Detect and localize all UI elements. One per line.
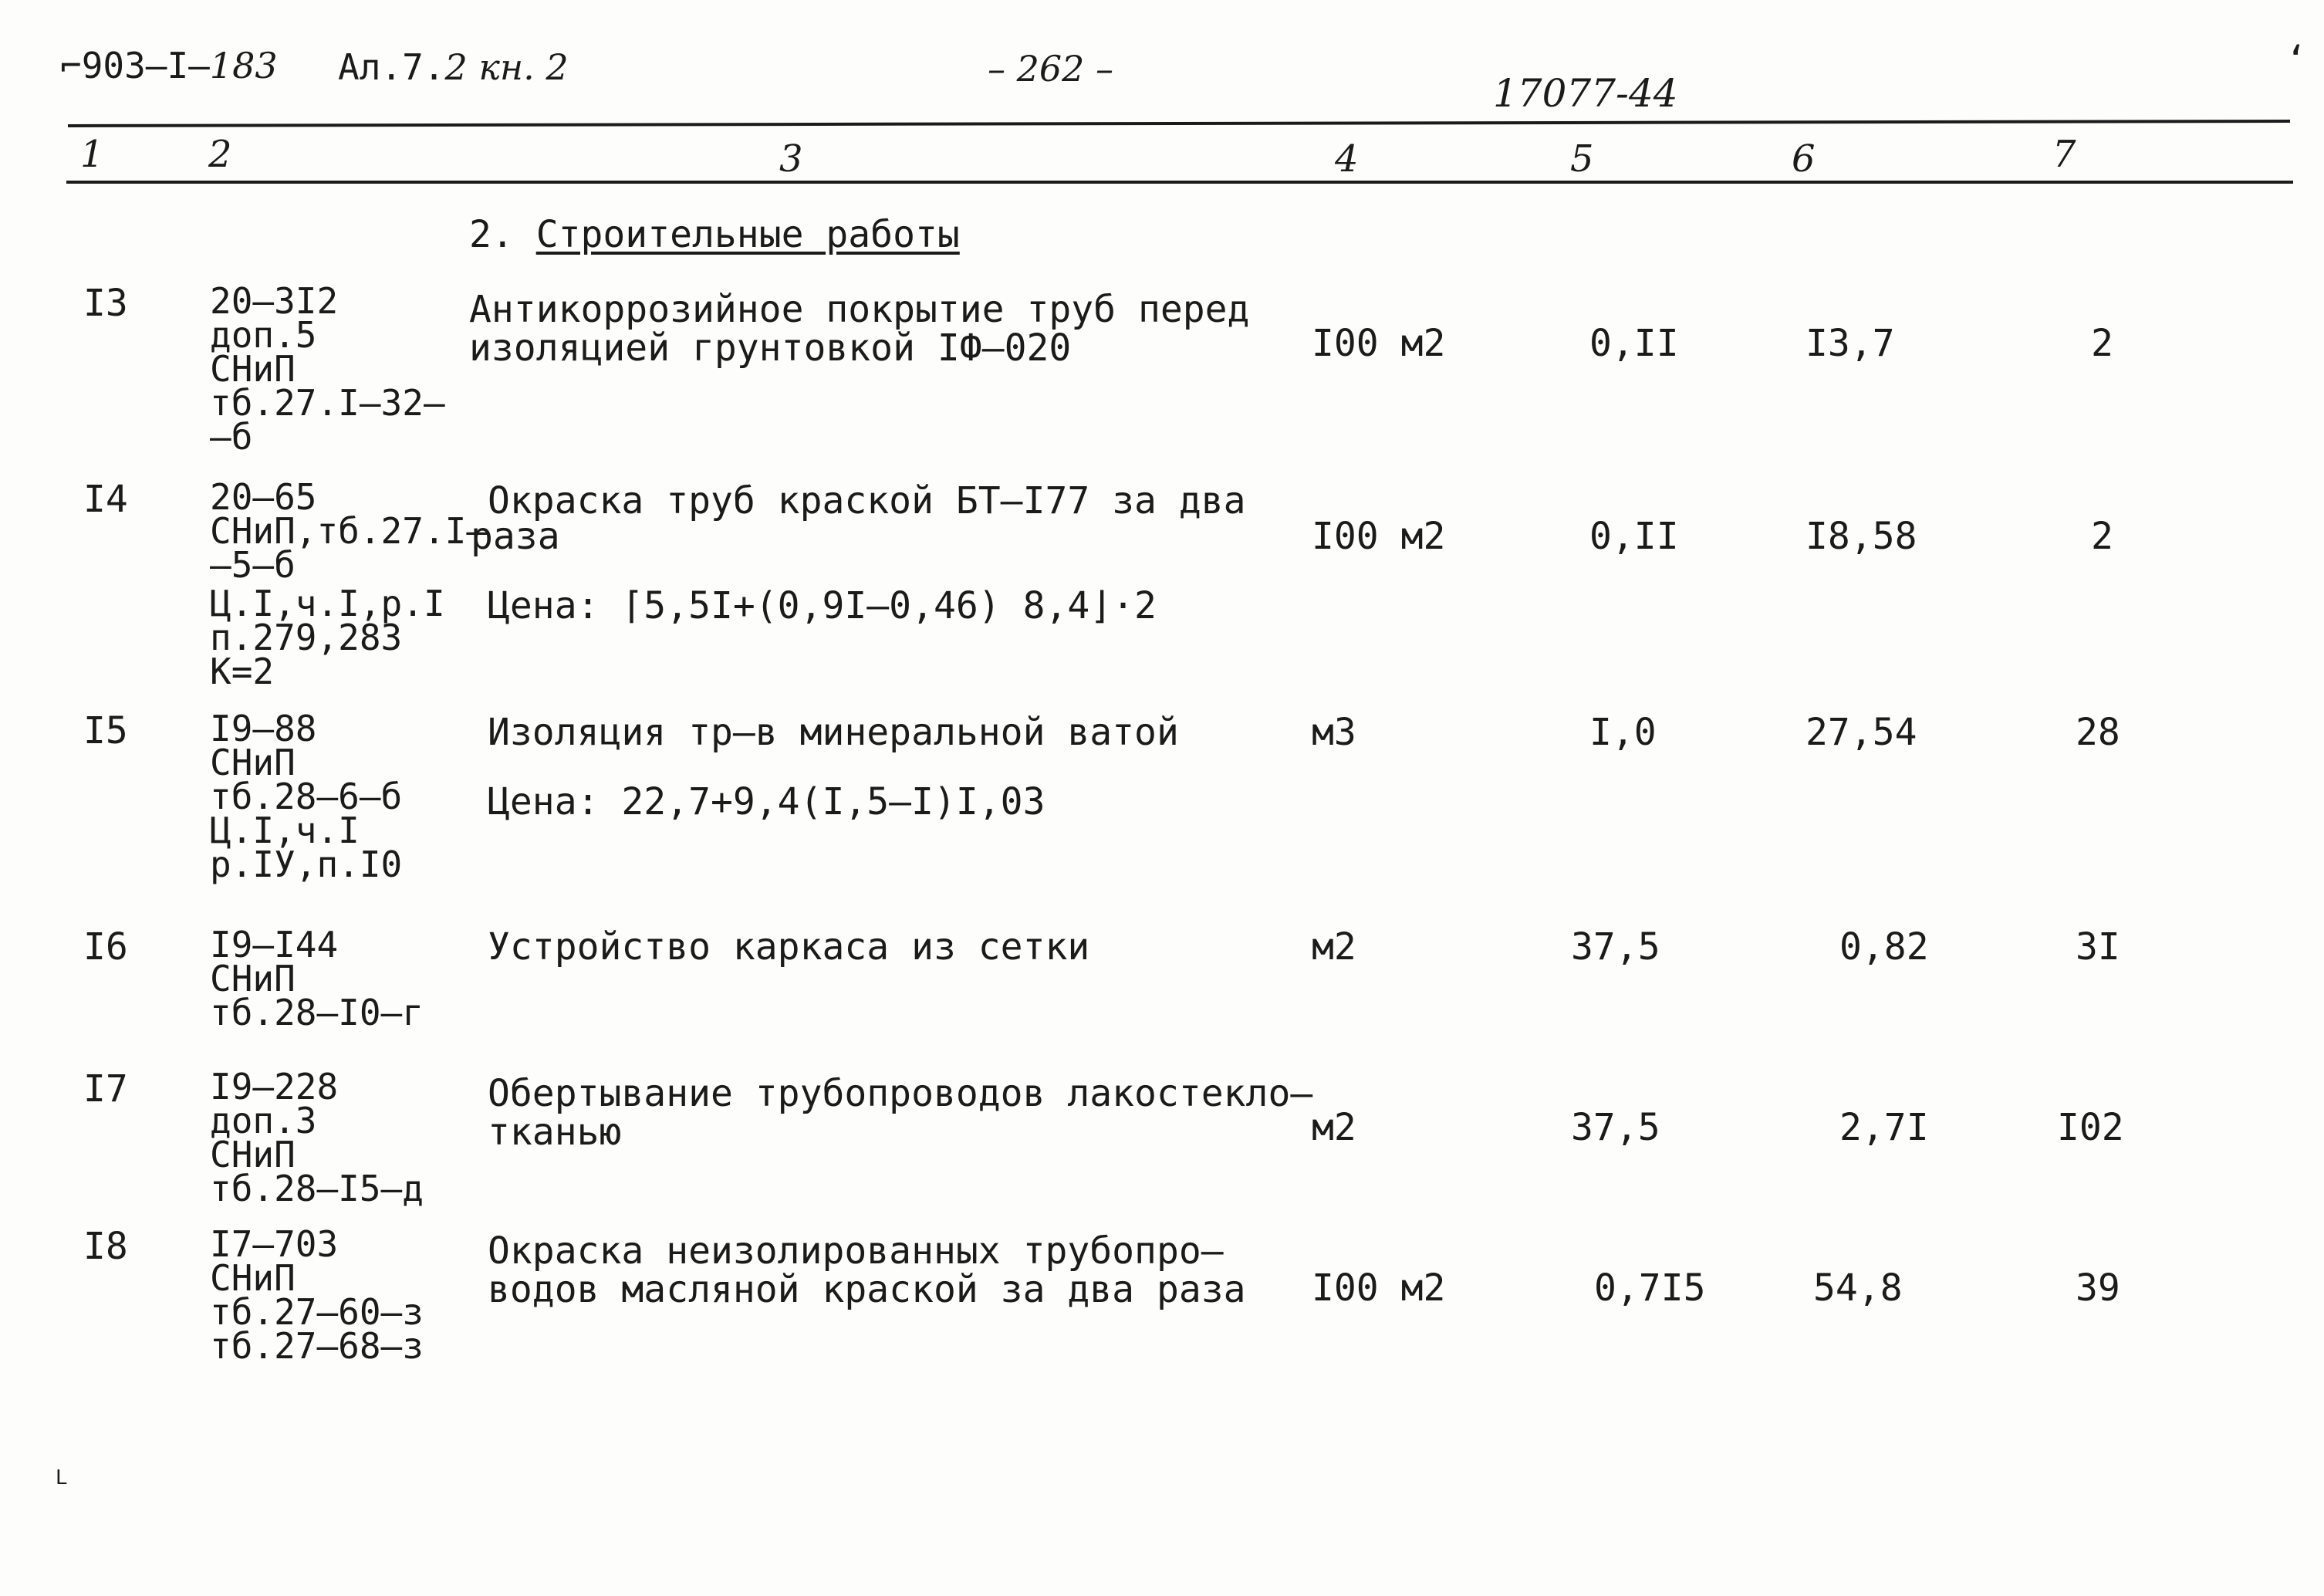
quantity: 0,II — [1589, 515, 1679, 558]
norm-reference — [210, 1223, 424, 1367]
price-formula: Цена: 22,7+9,4(I,5–I)I,03 — [488, 780, 1045, 823]
column-number: 2 — [208, 133, 232, 176]
description-line: Антикоррозийное покрытие труб перед — [469, 288, 1250, 331]
norm-line: I9–I44 — [210, 924, 339, 965]
norm-reference — [210, 924, 424, 1033]
header-bottom-rule — [66, 181, 2293, 184]
unit: м2 — [1312, 925, 1356, 969]
price-formula: Цена: ⌈5,5I+(0,9I–0,46) 8,4⌋·2 — [488, 584, 1157, 627]
unit-price: 0,82 — [1839, 925, 1929, 969]
column-number: 1 — [80, 133, 104, 176]
norm-line: СНиП — [210, 1134, 296, 1175]
unit: I00 м2 — [1312, 1266, 1446, 1310]
unit-price: 27,54 — [1805, 711, 1917, 754]
unit: I00 м2 — [1312, 515, 1446, 558]
row-number: I5 — [83, 709, 128, 752]
norm-line: р.IУ,п.I0 — [210, 844, 403, 885]
norm-line: I7–703 — [210, 1223, 339, 1265]
column-number: 6 — [1792, 137, 1816, 181]
header-top-rule — [68, 120, 2290, 127]
norm-line: –5–б — [210, 544, 296, 586]
norm-line: п.279,283 — [210, 617, 403, 658]
quantity: 37,5 — [1571, 925, 1660, 969]
norm-line: Ц.I,ч.I,р.I — [210, 583, 445, 624]
description-line: Изоляция тр–в минеральной ватой — [488, 711, 1179, 754]
norm-reference — [210, 708, 403, 885]
norm-reference — [210, 476, 488, 692]
album-prefix: Ал.7. — [338, 46, 445, 88]
norm-line: Ц.I,ч.I — [210, 810, 360, 851]
description-line: Устройство каркаса из сетки — [488, 925, 1090, 969]
norm-line: –б — [210, 416, 253, 458]
work-description — [488, 1229, 1246, 1311]
section-title: Строительные работы — [535, 213, 960, 256]
total-cost: 28 — [2076, 711, 2120, 754]
quantity: 0,7I5 — [1594, 1266, 1706, 1310]
norm-line: тб.28–6–б — [210, 776, 403, 817]
column-number: 7 — [2052, 133, 2076, 176]
work-description — [488, 479, 1246, 522]
work-description-continued: раза — [471, 515, 560, 558]
norm-line: 20–65 — [210, 476, 317, 518]
norm-line: тб.28–I0–г — [210, 992, 424, 1033]
section-heading — [469, 213, 960, 256]
inventory-number: 17077-44 — [1493, 71, 1678, 116]
total-cost: 2 — [2091, 322, 2113, 365]
norm-line: тб.28–I5–д — [210, 1168, 424, 1209]
norm-line: тб.27–68–з — [210, 1325, 424, 1367]
norm-line: СНиП — [210, 742, 296, 783]
norm-line: К=2 — [210, 651, 275, 692]
norm-line: тб.27–60–з — [210, 1291, 424, 1333]
norm-line: I9–88 — [210, 708, 317, 749]
column-number: 5 — [1570, 137, 1594, 181]
row-number: I8 — [83, 1225, 128, 1268]
work-description — [488, 925, 1090, 969]
album-reference — [338, 46, 569, 88]
description-line: изоляцией грунтовкой IФ–020 — [469, 326, 1072, 370]
unit-price: I3,7 — [1805, 322, 1895, 365]
description-line: тканью — [488, 1111, 622, 1154]
norm-line: тб.27.I–32– — [210, 382, 445, 424]
unit-price: 2,7I — [1839, 1106, 1929, 1149]
norm-line: СНиП — [210, 1257, 296, 1299]
work-description — [488, 1072, 1313, 1154]
section-number: 2. — [469, 213, 514, 256]
column-number: 4 — [1335, 137, 1359, 181]
doc-code-handwritten: 183 — [209, 45, 278, 86]
footer-corner-mark: L — [56, 1466, 67, 1489]
norm-line: СНиП — [210, 958, 296, 999]
norm-line: доп.3 — [210, 1100, 317, 1141]
total-cost: 2 — [2091, 515, 2113, 558]
quantity: I,0 — [1589, 711, 1657, 754]
norm-reference — [210, 1066, 424, 1209]
norm-reference — [210, 280, 445, 458]
unit: I00 м2 — [1312, 322, 1446, 365]
total-cost: I02 — [2057, 1106, 2124, 1149]
doc-code — [60, 45, 278, 86]
unit: м3 — [1312, 711, 1356, 754]
description-line: Окраска труб краской БТ–I77 за два — [488, 479, 1246, 522]
doc-code-prefix: ⌐903–I– — [60, 45, 210, 86]
page-number: – 262 – — [988, 48, 1114, 90]
work-description — [469, 288, 1250, 370]
work-description — [488, 713, 1179, 752]
norm-line: доп.5 — [210, 314, 317, 356]
row-number: I3 — [83, 282, 128, 325]
norm-line: I9–228 — [210, 1066, 339, 1107]
description-line: Окраска неизолированных трубопро– — [488, 1229, 1224, 1273]
column-number: 3 — [779, 137, 803, 181]
norm-line: СНиП — [210, 348, 296, 390]
total-cost: 39 — [2076, 1266, 2120, 1310]
total-cost: 3I — [2076, 925, 2120, 969]
album-handwritten: 2 кн. 2 — [444, 46, 569, 88]
quantity: 37,5 — [1571, 1106, 1660, 1149]
description-line: водов масляной краской за два раза — [488, 1268, 1246, 1311]
norm-line: 20–3I2 — [210, 280, 339, 322]
unit: м2 — [1312, 1106, 1356, 1149]
row-number: I6 — [83, 925, 128, 969]
norm-line: СНиП,тб.27.I– — [210, 510, 488, 552]
unit-price: 54,8 — [1813, 1266, 1903, 1310]
unit-price: I8,58 — [1805, 515, 1917, 558]
quantity: 0,II — [1589, 322, 1679, 365]
description-line: Обертывание трубопроводов лакостекло– — [488, 1072, 1313, 1115]
row-number: I4 — [83, 478, 128, 521]
row-number: I7 — [83, 1067, 128, 1111]
corner-mark: ‘ — [2285, 39, 2307, 80]
